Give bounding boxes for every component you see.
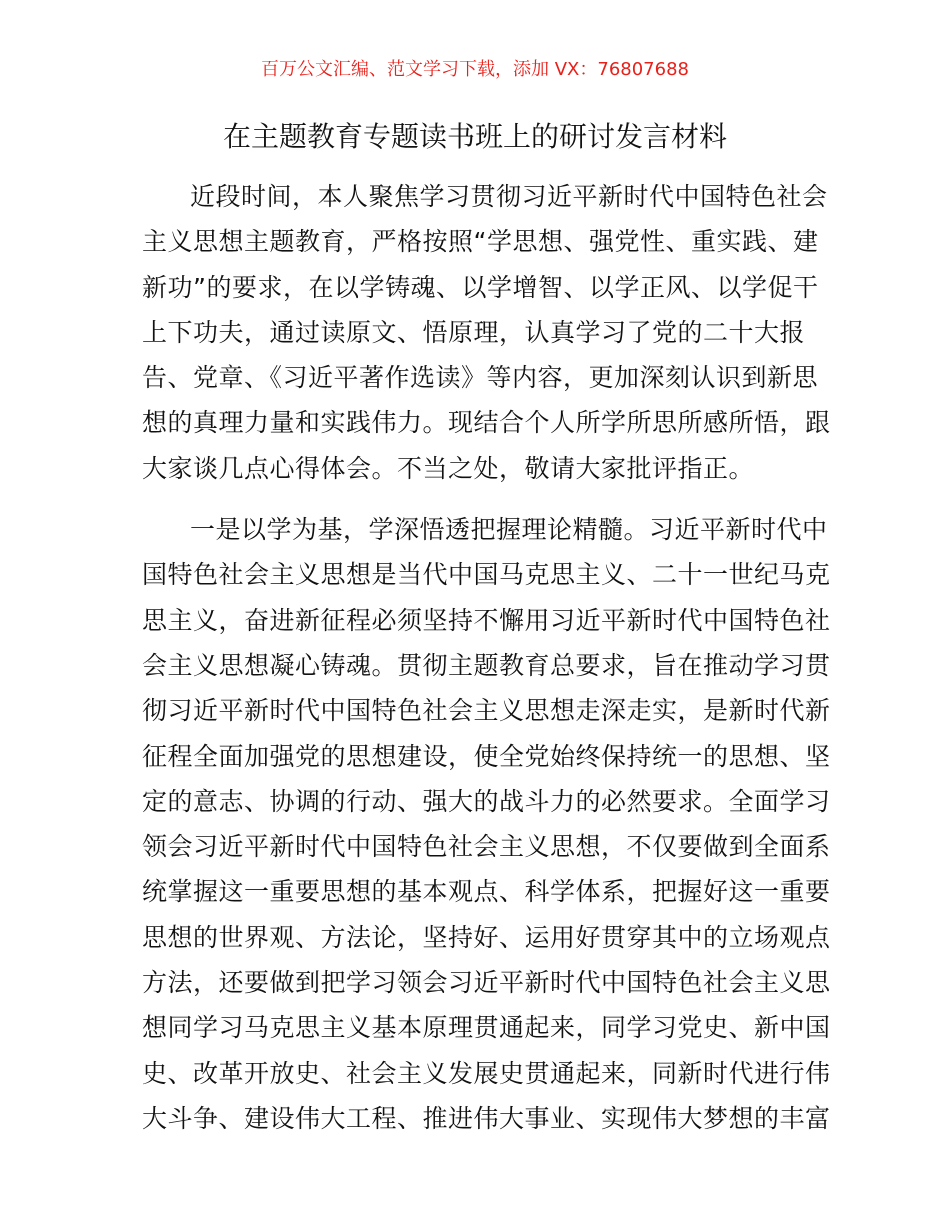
text-line: 统掌握这一重要思想的基本观点、科学体系，把握好这一重要 [142, 877, 831, 907]
text-line: 方法，还要做到把学习领会习近平新时代中国特色社会主义思 [142, 968, 831, 998]
document-title: 在主题教育专题读书班上的研讨发言材料 [222, 120, 727, 153]
text-line: 新功”的要求，在以学铸魂、以学增智、以学正风、以学促干 [142, 272, 819, 302]
text-line: 上下功夫，通过读原文、悟原理，认真学习了党的二十大报 [142, 317, 806, 347]
text-line: 大家谈几点心得体会。不当之处，敬请大家批评指正。 [142, 453, 755, 483]
text-line: 领会习近平新时代中国特色社会主义思想，不仅要做到全面系 [142, 832, 831, 862]
text-line: 征程全面加强党的思想建设，使全党始终保持统一的思想、坚 [142, 741, 831, 771]
text-line: 告、党章、《习近平著作选读》等内容，更加深刻认识到新思 [142, 363, 819, 393]
text-line: 一是以学为基，学深悟透把握理论精髓。习近平新时代中 [190, 515, 828, 545]
text-line: 彻习近平新时代中国特色社会主义思想走深走实，是新时代新 [142, 696, 831, 726]
text-line: 近段时间，本人聚焦学习贯彻习近平新时代中国特色社会 [190, 182, 828, 211]
watermark-header: 百万公文汇编、范文学习下载，添加 VX：76807688 [261, 59, 689, 80]
text-line: 想的真理力量和实践伟力。现结合个人所学所思所感所悟，跟 [142, 408, 831, 438]
text-line: 想同学习马克思主义基本原理贯通起来，同学习党史、新中国 [142, 1013, 831, 1043]
paragraph-point-one [142, 507, 831, 1141]
text-line: 会主义思想凝心铸魂。贯彻主题教育总要求，旨在推动学习贯 [142, 650, 831, 680]
document-body [142, 174, 831, 1141]
text-line: 大斗争、建设伟大工程、推进伟大事业、实现伟大梦想的丰富 [142, 1103, 831, 1133]
text-line: 定的意志、协调的行动、强大的战斗力的必然要求。全面学习 [142, 786, 831, 816]
text-line: 主义思想主题教育，严格按照“学思想、强党性、重实践、建 [142, 227, 819, 257]
text-line: 国特色社会主义思想是当代中国马克思主义、二十一世纪马克 [142, 560, 831, 590]
paragraph-intro [142, 174, 831, 491]
text-line: 思主义，奋进新征程必须坚持不懈用习近平新时代中国特色社 [142, 605, 831, 635]
text-line: 思想的世界观、方法论，坚持好、运用好贯穿其中的立场观点 [142, 922, 831, 952]
text-line: 史、改革开放史、社会主义发展史贯通起来，同新时代进行伟 [142, 1058, 831, 1088]
paragraph-spacer [142, 491, 812, 507]
